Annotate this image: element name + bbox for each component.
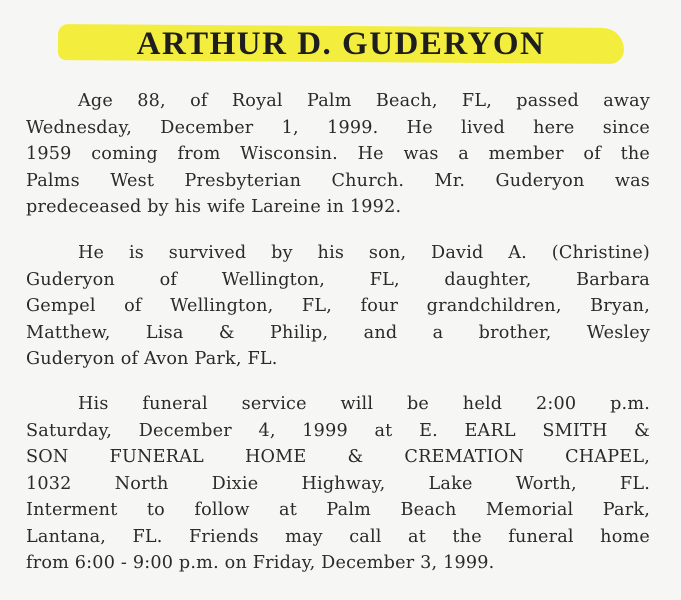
text-line: Interment to follow at Palm Beach Memorial Park,	[26, 500, 650, 520]
paragraph-biography	[26, 88, 650, 221]
text-line: He is survived by his son, David A. (Christine)	[78, 243, 650, 263]
text-line: predeceased by his wife Lareine in 1992.	[26, 197, 402, 217]
text-line: Lantana, FL. Friends may call at the funeral home	[26, 526, 650, 547]
title-block	[58, 20, 624, 68]
text-line: Wednesday, December 1, 1999. He lived here since	[26, 117, 650, 138]
text-line: SON FUNERAL HOME & CREMATION CHAPEL,	[26, 447, 650, 467]
text-line: Palms West Presbyterian Church. Mr. Guderyon was	[26, 170, 650, 191]
text-line: Age 88, of Royal Palm Beach, FL, passed away	[78, 91, 650, 111]
obituary-title: ARTHUR D. GUDERYON	[136, 26, 546, 62]
paragraph-funeral-service	[26, 391, 650, 577]
text-line: Saturday, December 4, 1999 at E. EARL SMITH &	[26, 420, 650, 441]
text-line: Guderyon of Avon Park, FL.	[26, 349, 278, 369]
text-line: Guderyon of Wellington, FL, daughter, Barbara	[26, 269, 650, 290]
text-line: Gempel of Wellington, FL, four grandchildren, Bryan,	[26, 296, 650, 316]
text-line: 1959 coming from Wisconsin. He was a member of the	[26, 144, 650, 164]
paragraph-survivors	[26, 240, 650, 373]
text-line: His funeral service will be held 2:00 p.m.	[78, 394, 650, 414]
text-line: from 6:00 - 9:00 p.m. on Friday, December 3, 1999.	[26, 553, 495, 573]
text-line: 1032 North Dixie Highway, Lake Worth, FL.	[26, 473, 650, 494]
text-line: Matthew, Lisa & Philip, and a brother, Wesley	[26, 322, 650, 343]
